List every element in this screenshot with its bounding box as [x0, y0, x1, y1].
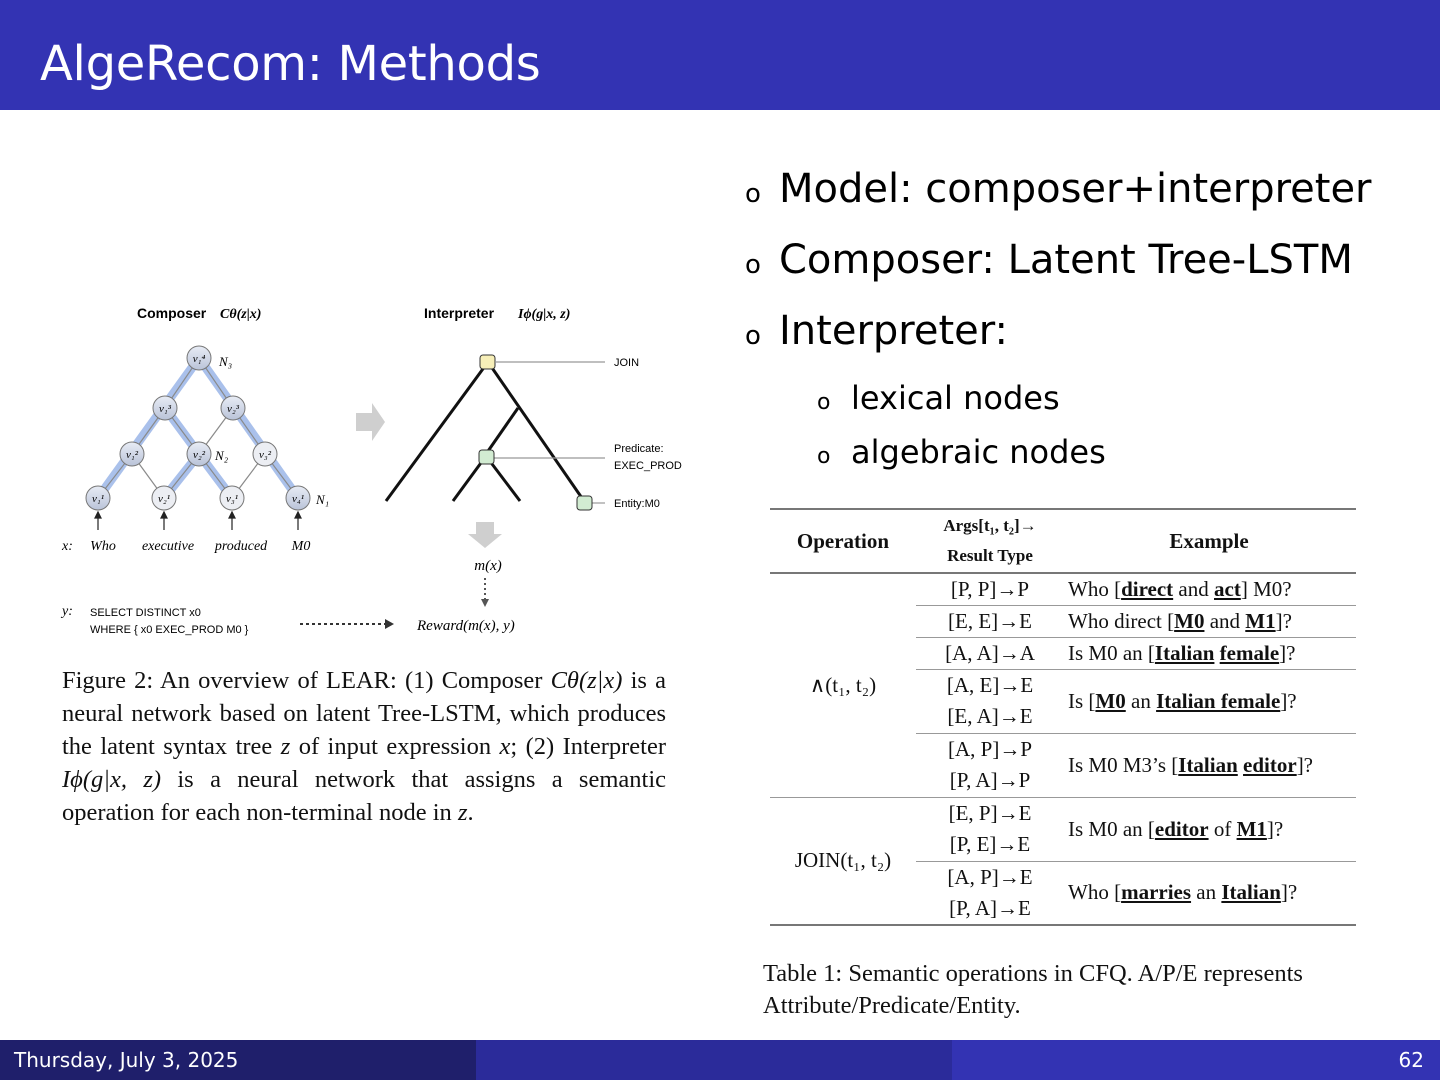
selected-tree-path — [98, 358, 298, 498]
header-args — [916, 509, 1064, 573]
bullet-marker: o — [745, 179, 761, 209]
example-highlight: female — [1219, 640, 1280, 665]
token: executive — [141, 539, 195, 554]
lear-overview-figure — [60, 298, 690, 643]
caption-math: z — [280, 733, 291, 760]
example-highlight: editor — [1154, 816, 1209, 841]
example-text: an — [1191, 880, 1222, 905]
example-highlight: M0 — [1095, 688, 1126, 713]
node-label: v₃² — [258, 449, 272, 461]
example-highlight: M0 — [1174, 608, 1205, 633]
example-text: Who [ — [1068, 576, 1122, 601]
bullet-marker: o — [745, 321, 761, 351]
args-cell: [A, A]→A — [916, 637, 1064, 669]
example-text: ] M0? — [1240, 576, 1292, 601]
node-label: v₄¹ — [291, 493, 305, 505]
semantic-operations-table — [770, 508, 1356, 926]
example-highlight: M1 — [1236, 816, 1267, 841]
args-cell: [E, E]→E — [916, 605, 1064, 637]
example-text: Is [ — [1068, 688, 1096, 713]
example-highlight: Italian — [1154, 640, 1215, 665]
operation-cell: JOIN(t₁, t₂) — [770, 797, 916, 925]
args-cell: [P, P]→P — [916, 573, 1064, 605]
header-example: Example — [1064, 509, 1356, 573]
title-bar — [0, 0, 1440, 110]
dotted-down-arrow-head — [481, 599, 489, 607]
bullet-text: lexical nodes — [851, 379, 1060, 417]
args-cell: [E, P]→E — [916, 797, 1064, 829]
example-text: Is M0 an [ — [1068, 816, 1155, 841]
composer-label: Composer — [137, 305, 207, 321]
entity-node — [577, 496, 592, 510]
caption-math: x — [499, 733, 511, 760]
caption-math: Iϕ(g|x, z) — [62, 766, 162, 793]
args-cell: [P, A]→E — [916, 893, 1064, 925]
footer — [0, 1040, 1440, 1080]
token-arrows — [95, 512, 301, 530]
example-highlight: M1 — [1245, 608, 1276, 633]
example-text: Is M0 M3’s [ — [1068, 752, 1179, 777]
lattice-edges — [98, 358, 298, 498]
caption-math: z — [457, 799, 468, 826]
example-text: Is M0 an [ — [1068, 640, 1155, 665]
caption-text: Figure 2: An overview of LEAR: (1) Composer — [62, 667, 551, 694]
example-text: an — [1125, 688, 1157, 713]
interpreter-formula: Iϕ(g|x, z) — [518, 307, 571, 322]
header-args-line2: Result Type — [947, 546, 1033, 565]
predicate-value: EXEC_PROD — [614, 460, 682, 472]
reward-label: Reward(m(x), y) — [417, 618, 515, 634]
example-highlight: Italian — [1178, 752, 1238, 777]
bullet-marker: o — [817, 444, 831, 469]
example-text: ]? — [1280, 688, 1297, 713]
example-cell — [1064, 797, 1356, 861]
node-label: v₂² — [192, 449, 206, 461]
node-label: v₃¹ — [225, 493, 239, 505]
header-operation: Operation — [770, 509, 916, 573]
footer-spacer — [476, 1040, 952, 1080]
example-text: ]? — [1275, 608, 1292, 633]
entity-label: Entity:M0 — [614, 498, 660, 510]
composer-formula: Cθ(z|x) — [220, 307, 262, 322]
query-line-2: WHERE { x0 EXEC_PROD M0 } — [90, 624, 249, 636]
args-cell: [A, E]→E — [946, 672, 1034, 697]
bullet-item — [745, 166, 1425, 237]
args-cell: [A, P]→P — [947, 736, 1032, 761]
interpreter-label: Interpreter — [424, 305, 495, 321]
example-cell — [1064, 669, 1356, 733]
node-label: v₁¹ — [91, 493, 105, 505]
dotted-arrow-head — [385, 619, 394, 629]
args-cell: [E, A]→E — [916, 701, 1064, 733]
predicate-label: Predicate: — [614, 443, 664, 455]
node-label: v₂³ — [226, 403, 240, 415]
caption-text: is a neural network based on latent Tree-LSTM, which produces the latent syntax tree — [62, 667, 666, 760]
node-label: v₁³ — [158, 403, 172, 415]
bullet-marker: o — [817, 390, 831, 415]
bullet-text: Model: composer+interpreter — [779, 166, 1372, 212]
bullet-item — [745, 308, 1425, 379]
m-of-x: m(x) — [474, 558, 502, 574]
bullet-text: algebraic nodes — [851, 433, 1106, 471]
example-text: and — [1173, 576, 1214, 601]
example-cell — [1064, 637, 1356, 669]
node-label: v₂¹ — [157, 493, 171, 505]
example-text: of — [1208, 816, 1237, 841]
example-highlight: Italian — [1221, 880, 1281, 905]
caption-math: Cθ(z|x) — [550, 667, 623, 694]
figure-caption — [62, 664, 666, 829]
table-caption: Table 1: Semantic operations in CFQ. A/P/E represents Attribute/Predicate/Entity. — [763, 960, 1303, 1019]
example-text: ]? — [1279, 640, 1296, 665]
example-cell — [1064, 573, 1356, 605]
args-cell: [P, A]→P — [949, 768, 1031, 793]
bullet-text: Interpreter: — [779, 308, 1008, 354]
token: Who — [90, 539, 116, 554]
predicate-node — [479, 450, 494, 464]
example-highlight: Italian female — [1156, 688, 1281, 713]
example-text: and — [1204, 608, 1246, 633]
slide-title: AlgeRecom: Methods — [40, 36, 541, 92]
query-line-1: SELECT DISTINCT x0 — [90, 607, 201, 619]
n3-label: N₃ — [219, 354, 233, 369]
page-number: 62 — [952, 1040, 1440, 1080]
caption-text: is a neural network that assigns a semantic operation for each non-terminal node in — [62, 766, 666, 826]
footer-date: Thursday, July 3, 2025 — [0, 1040, 476, 1080]
interpreter-tree — [386, 362, 584, 501]
example-text: ]? — [1280, 880, 1298, 905]
bullet-list — [745, 166, 1425, 487]
caption-text: . — [467, 799, 474, 826]
operation-cell: ∧(t₁, t₂) — [770, 573, 916, 797]
sub-bullet-item — [817, 433, 1425, 487]
bullet-marker: o — [745, 250, 761, 280]
example-text: Who [ — [1068, 880, 1122, 905]
example-highlight: editor — [1243, 752, 1297, 777]
bullet-text: Composer: Latent Tree-LSTM — [779, 237, 1353, 283]
example-text: ]? — [1296, 752, 1314, 777]
table-row — [770, 573, 1356, 605]
n2-label: N₂ — [215, 448, 229, 463]
label-leaders — [494, 362, 605, 503]
token: M0 — [291, 539, 311, 554]
header-args-line1: Args[t₁, t₂]→ — [943, 516, 1037, 535]
example-highlight: direct — [1121, 576, 1174, 601]
example-text: Who direct [ — [1068, 608, 1175, 633]
args-cell: [A, P]→E — [947, 864, 1033, 889]
node-label: v₁⁴ — [192, 353, 206, 365]
caption-text: ; (2) Interpreter — [510, 733, 666, 760]
example-cell — [1064, 861, 1356, 925]
table-row — [770, 797, 1356, 829]
x-label: x: — [62, 539, 73, 554]
y-label: y: — [62, 604, 73, 619]
node-label: v₁² — [125, 449, 139, 461]
flow-arrow-icon — [356, 403, 385, 441]
down-arrow-icon — [468, 522, 502, 548]
n1-label: N₁ — [316, 492, 330, 507]
example-highlight: act — [1214, 576, 1241, 601]
example-text: ]? — [1266, 816, 1284, 841]
bullet-item — [745, 237, 1425, 308]
token: produced — [214, 539, 268, 554]
example-cell — [1064, 605, 1356, 637]
table-header-row — [770, 509, 1356, 573]
join-label: JOIN — [614, 357, 640, 369]
example-cell — [1064, 733, 1356, 797]
caption-text: of input expression — [290, 733, 500, 760]
join-node — [480, 355, 495, 369]
args-cell: [P, E]→E — [916, 829, 1064, 861]
sub-bullet-item — [817, 379, 1425, 433]
example-highlight: marries — [1121, 880, 1192, 905]
